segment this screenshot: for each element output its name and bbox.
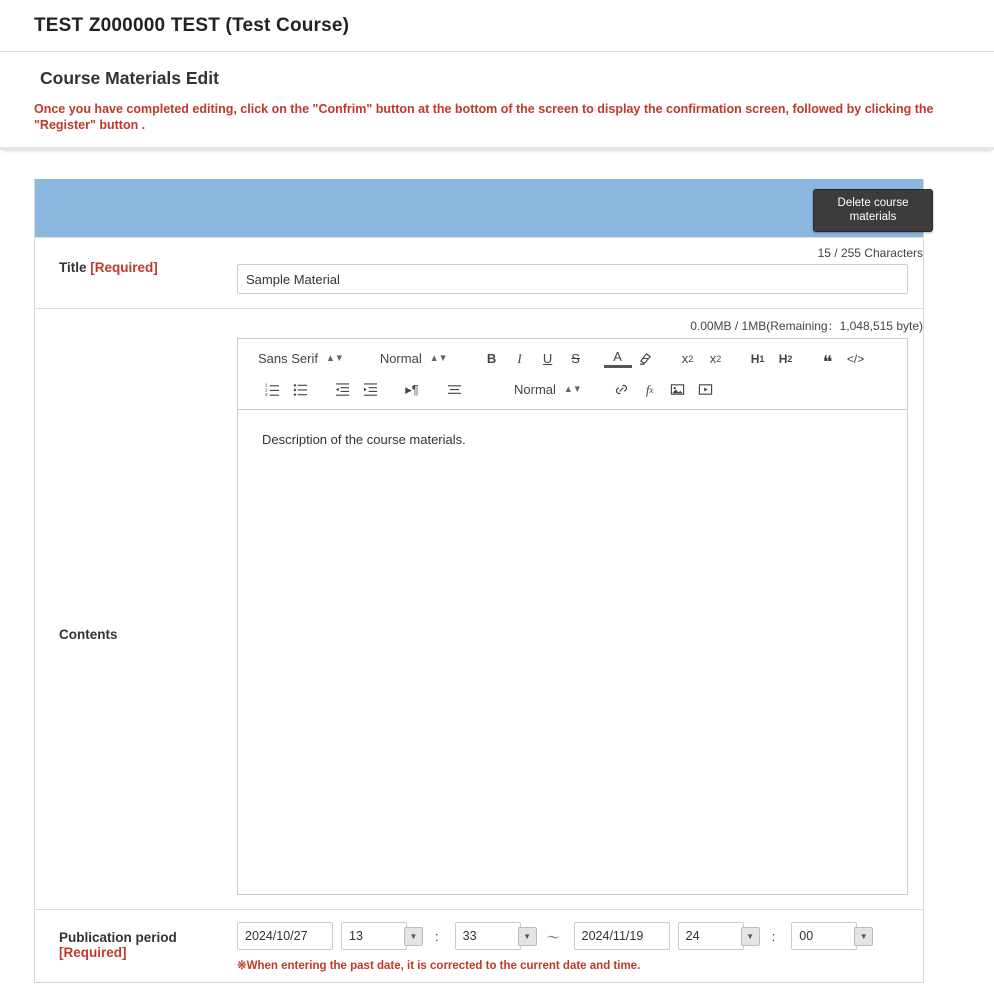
text-color-icon[interactable]: A (604, 349, 632, 368)
formula-icon[interactable]: f x (645, 381, 654, 397)
course-header (0, 0, 994, 52)
bold-icon[interactable]: B (486, 351, 497, 366)
indent-icon[interactable] (356, 378, 384, 402)
subscript-icon[interactable]: x 2 (681, 351, 694, 366)
chevron-updown-icon: ▲▼ (563, 383, 582, 395)
title-row (35, 237, 923, 308)
svg-text:2: 2 (264, 387, 268, 393)
font-family-select[interactable] (258, 351, 344, 366)
bullet-list-icon[interactable] (286, 378, 314, 402)
chevron-down-icon[interactable]: ▼ (854, 927, 873, 946)
editor-toolbar-row-1 (248, 343, 901, 374)
page-notice: Once you have completed editing, click on the "Confrim" button at the bottom of the screen to display the confirmation screen, followed by clicking the "Register" button . (34, 102, 934, 132)
publication-period-body (237, 910, 923, 982)
chevron-down-icon[interactable]: ▼ (518, 927, 537, 946)
underline-icon[interactable]: U (542, 351, 553, 366)
heading2-icon[interactable]: H 2 (778, 351, 793, 366)
video-icon[interactable] (692, 378, 720, 402)
editor-toolbar-row-2 (248, 374, 901, 405)
rich-text-editor (237, 338, 908, 895)
page-title: Course Materials Edit (40, 68, 219, 88)
editor-paragraph: Description of the course materials. (262, 432, 466, 447)
start-hour-input[interactable] (341, 922, 407, 950)
start-time-colon: : (435, 928, 439, 944)
start-hour-select[interactable] (341, 922, 418, 950)
start-date-input[interactable] (237, 922, 333, 950)
publication-period-note: ※When entering the past date, it is corrected to the current date and time. (237, 960, 641, 972)
editor-toolbar (237, 338, 908, 410)
end-minute-input[interactable] (791, 922, 857, 950)
start-minute-input[interactable] (455, 922, 521, 950)
block-format-value: Normal (514, 382, 556, 397)
chevron-down-icon[interactable]: ▼ (741, 927, 760, 946)
publication-period-label (35, 910, 237, 982)
contents-body (237, 309, 923, 909)
superscript-icon[interactable]: x 2 (709, 351, 722, 366)
contents-size-info: 0.00MB / 1MB(Remaining：1,048,515 byte) (690, 319, 923, 333)
outdent-icon[interactable] (328, 378, 356, 402)
panel-topbar (35, 179, 923, 237)
text-direction-icon[interactable]: ▸¶ (405, 381, 419, 397)
font-size-value: Normal (379, 351, 422, 366)
svg-text:3: 3 (264, 392, 268, 397)
end-minute-select[interactable] (791, 922, 868, 950)
title-label (35, 238, 237, 308)
block-format-select[interactable] (514, 382, 582, 397)
align-icon[interactable] (440, 378, 468, 402)
start-minute-select[interactable] (455, 922, 532, 950)
course-title: TEST Z000000 TEST (Test Course) (34, 14, 350, 36)
contents-label (35, 309, 237, 909)
background-color-icon[interactable] (632, 347, 660, 371)
end-date-input[interactable] (574, 922, 670, 950)
contents-label-text: Contents (59, 627, 118, 642)
end-hour-select[interactable] (678, 922, 755, 950)
chevron-updown-icon: ▲▼ (325, 352, 344, 364)
chevron-updown-icon: ▲▼ (429, 352, 448, 364)
chevron-down-icon[interactable]: ▼ (404, 927, 423, 946)
publication-period-controls (237, 922, 923, 950)
course-material-form (34, 179, 924, 983)
publication-period-row (35, 909, 923, 982)
italic-icon[interactable]: I (517, 350, 522, 366)
svg-text:1: 1 (264, 382, 268, 388)
period-separator: ～ (546, 929, 560, 945)
code-block-icon[interactable]: </> (846, 351, 865, 366)
page-head (0, 52, 994, 150)
end-time-colon: : (771, 928, 776, 944)
main-content (0, 179, 994, 983)
editor-content-area[interactable] (237, 410, 908, 895)
delete-course-materials-button[interactable]: Delete course materials (813, 189, 933, 232)
title-body (237, 238, 923, 308)
publication-period-label-text: Publication period (59, 930, 177, 945)
title-label-text: Title (59, 260, 87, 275)
heading1-icon[interactable]: H 1 (750, 351, 765, 366)
title-input[interactable] (237, 264, 908, 294)
ordered-list-icon[interactable] (258, 378, 286, 402)
blockquote-icon[interactable]: ❝ (822, 351, 833, 372)
title-character-counter: 15 / 255 Characters (817, 246, 923, 260)
font-size-select[interactable] (380, 351, 448, 366)
link-icon[interactable] (608, 378, 636, 402)
image-icon[interactable] (664, 378, 692, 402)
contents-row (35, 308, 923, 909)
publication-period-required-marker: [Required] (59, 945, 127, 960)
font-family-value: Sans Serif (258, 351, 318, 366)
title-required-marker: [Required] (90, 260, 158, 275)
strikethrough-icon[interactable]: S (571, 351, 580, 366)
end-hour-input[interactable] (678, 922, 744, 950)
